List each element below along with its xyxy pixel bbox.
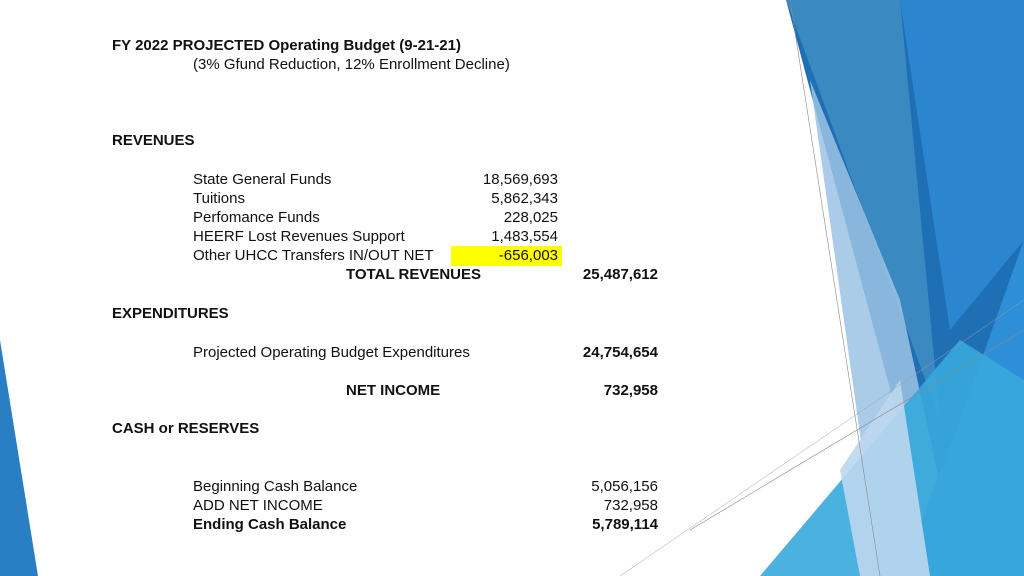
expenditures-heading: EXPENDITURES — [112, 305, 229, 322]
revenue-item-label: Other UHCC Transfers IN/OUT NET — [193, 247, 434, 264]
revenues-heading: REVENUES — [112, 132, 195, 149]
revenue-item-value-highlighted: -656,003 — [451, 246, 562, 266]
expenditure-item-label: Projected Operating Budget Expenditures — [193, 344, 470, 361]
ending-cash-label: Ending Cash Balance — [193, 516, 347, 533]
expenditure-item-value: 24,754,654 — [582, 344, 658, 361]
net-income-value: 732,958 — [603, 382, 658, 399]
ending-cash-value: 5,789,114 — [592, 516, 658, 533]
document-title: FY 2022 PROJECTED Operating Budget (9-21-21) — [112, 37, 461, 54]
revenue-item-value: 5,862,343 — [491, 190, 558, 207]
cash-heading: CASH or RESERVES — [112, 420, 260, 437]
revenue-item-label: Tuitions — [193, 190, 245, 207]
revenue-item-label: State General Funds — [193, 171, 332, 188]
total-revenues-value: 25,487,612 — [582, 266, 658, 283]
cash-item-label: Beginning Cash Balance — [193, 478, 358, 495]
revenue-item-value: 228,025 — [503, 209, 558, 226]
cash-item-value: 732,958 — [603, 497, 658, 514]
total-revenues-label: TOTAL REVENUES — [346, 266, 482, 283]
revenue-item-label: HEERF Lost Revenues Support — [193, 228, 405, 245]
cash-item-value: 5,056,156 — [591, 478, 658, 495]
left-accent-shape — [0, 340, 38, 576]
document-subtitle: (3% Gfund Reduction, 12% Enrollment Decline) — [193, 56, 510, 73]
cash-item-label: ADD NET INCOME — [193, 497, 323, 514]
revenue-item-value: 18,569,693 — [482, 171, 558, 188]
revenue-item-value: 1,483,554 — [491, 228, 558, 245]
revenue-item-label: Perfomance Funds — [193, 209, 320, 226]
net-income-label: NET INCOME — [346, 382, 441, 399]
